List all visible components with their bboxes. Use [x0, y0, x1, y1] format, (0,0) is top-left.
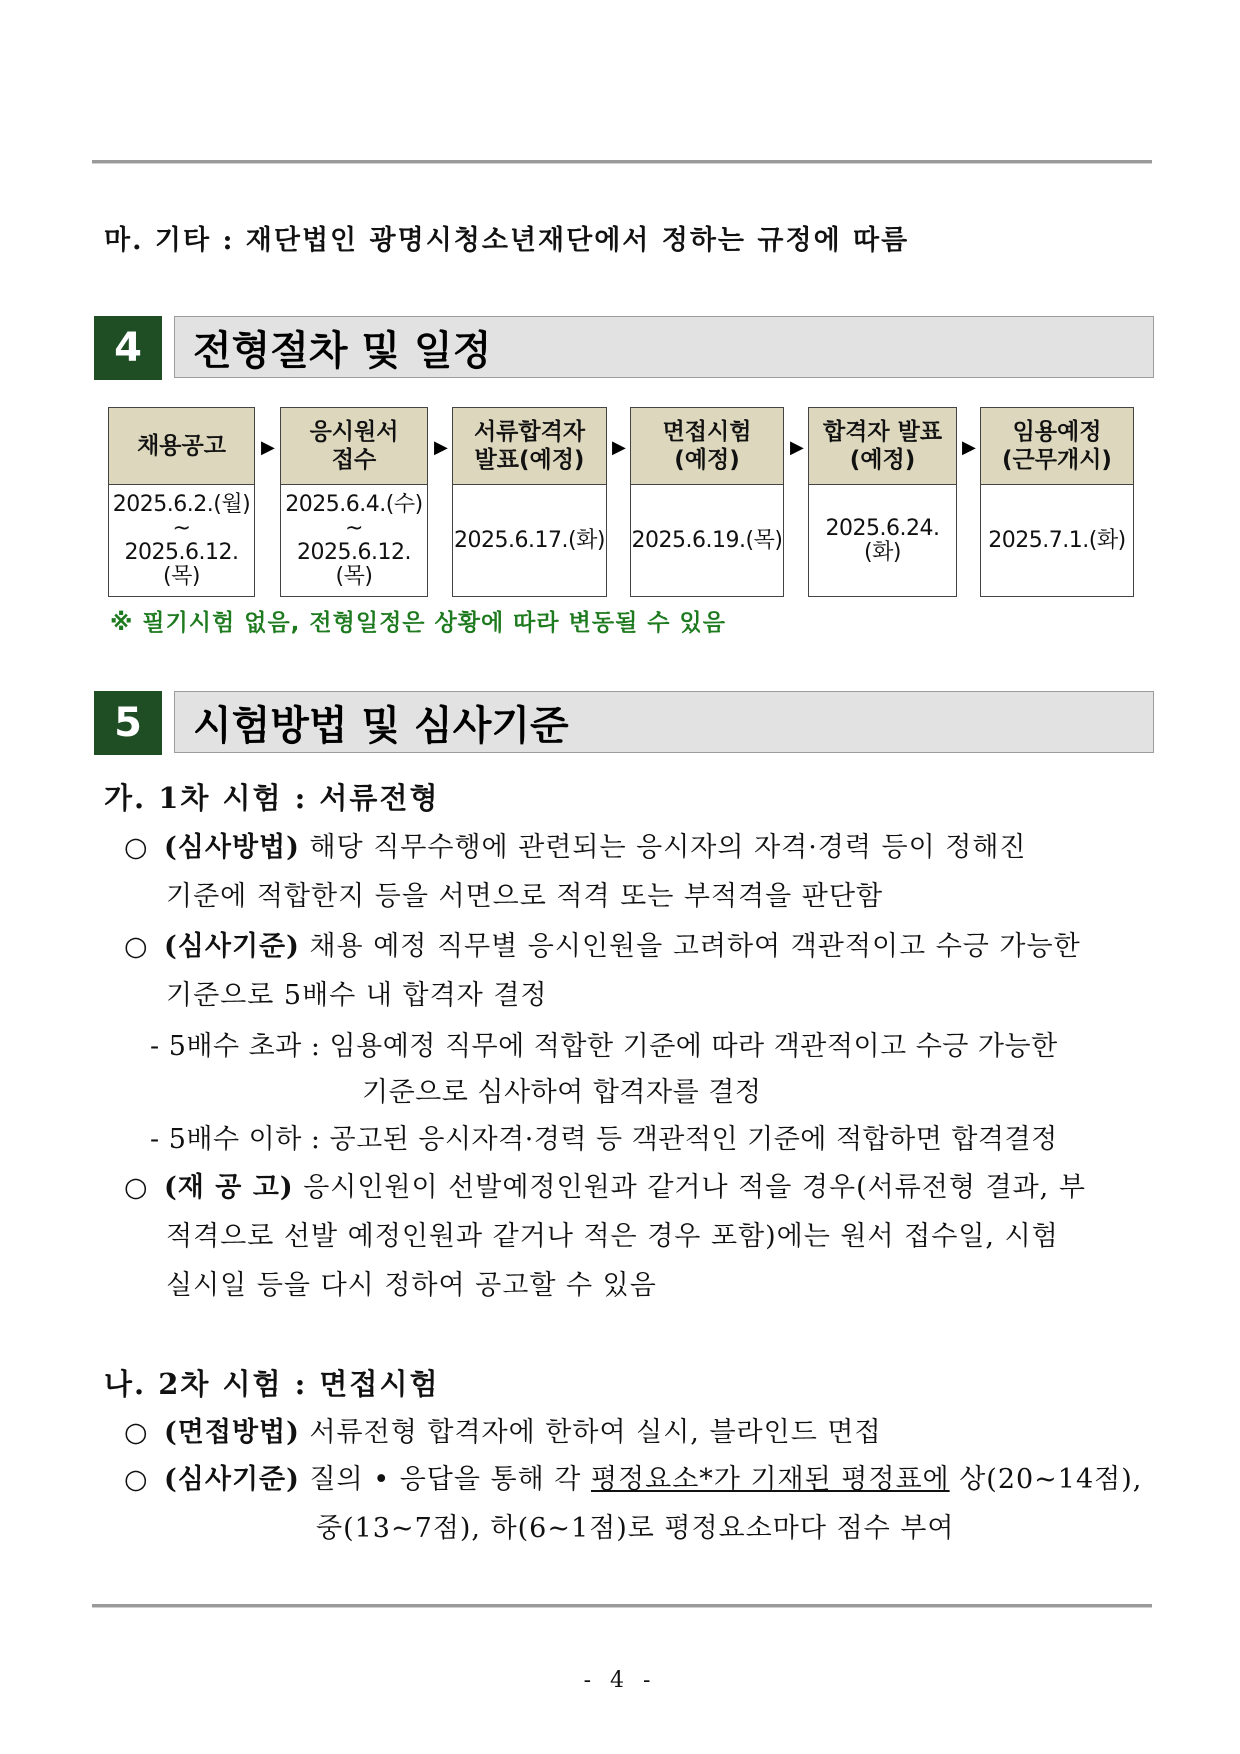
step-interview	[630, 407, 784, 597]
step-date: 2025.6.4.(수) ~ 2025.6.12.(목)	[285, 492, 423, 589]
bullet-circle: ○	[124, 1417, 149, 1448]
section-4-number: 4	[94, 316, 162, 380]
review-method-item	[124, 823, 1154, 921]
section-4-title: 전형절차 및 일정	[174, 316, 1154, 378]
review-criteria-item	[124, 922, 1154, 1020]
arrow-icon: ▶	[261, 437, 275, 458]
bullet-circle: ○	[124, 1464, 149, 1495]
item-text-cont: 기준으로 5배수 내 합격자 결정	[166, 980, 548, 1011]
item-text: 상(20~14점),	[949, 1464, 1143, 1495]
section-5-title: 시험방법 및 심사기준	[174, 691, 1154, 753]
item-label: (면접방법)	[164, 1417, 300, 1448]
interview-criteria-item	[124, 1455, 1154, 1553]
underlined-text: 평정요소*가 기재된 평정표에	[590, 1464, 950, 1495]
section-5-header	[94, 691, 1156, 755]
bullet-circle: ○	[124, 931, 149, 962]
rule-text-cont: 기준으로 심사하여 합격자를 결정	[362, 1077, 762, 1108]
arrow-icon: ▶	[790, 437, 804, 458]
subsection-na-title: 나. 2차 시험 : 면접시험	[104, 1367, 440, 1401]
arrow-icon: ▶	[962, 437, 976, 458]
subsection-ga-title: 가. 1차 시험 : 서류전형	[104, 781, 440, 815]
item-text: 서류전형 합격자에 한하여 실시, 블라인드 면접	[299, 1417, 882, 1448]
step-application	[280, 407, 428, 597]
interview-method-item	[124, 1408, 1154, 1457]
re-announcement-item	[124, 1163, 1154, 1310]
step-final-results	[808, 407, 957, 597]
step-label: 채용공고	[109, 408, 254, 485]
bullet-circle: ○	[124, 832, 149, 863]
item-label: (심사방법)	[164, 832, 300, 863]
item-label: (심사기준)	[164, 1464, 300, 1495]
arrow-icon: ▶	[434, 437, 448, 458]
section-5-number: 5	[94, 691, 162, 755]
item-label: (재 공 고)	[164, 1172, 294, 1203]
top-rule	[92, 160, 1152, 164]
item-text: 질의 • 응답을 통해 각	[299, 1464, 591, 1495]
over-five-times-rule	[150, 1024, 1160, 1116]
etc-line: 마. 기타 : 재단법인 광명시청소년재단에서 정하는 규정에 따름	[104, 225, 910, 256]
item-text-cont: 기준에 적합한지 등을 서면으로 적격 또는 부적격을 판단함	[166, 881, 884, 912]
bottom-rule	[92, 1604, 1152, 1608]
bullet-circle: ○	[124, 1172, 149, 1203]
arrow-icon: ▶	[612, 437, 626, 458]
step-label: 응시원서 접수	[281, 408, 427, 485]
item-text-cont: 실시일 등을 다시 정하여 공고할 수 있음	[166, 1270, 657, 1301]
item-label: (심사기준)	[164, 931, 300, 962]
page-number: - 4 -	[583, 1668, 657, 1693]
item-text: 응시인원이 선발예정인원과 같거나 적을 경우(서류전형 결과, 부	[293, 1172, 1086, 1203]
under-five-times-rule: - 5배수 이하 : 공고된 응시자격·경력 등 객관적인 기준에 적합하면 합격결정	[150, 1124, 1058, 1155]
rule-text: - 5배수 초과 : 임용예정 직무에 적합한 기준에 따라 객관적이고 수긍 가능한	[150, 1031, 1058, 1062]
item-text: 채용 예정 직무별 응시인원을 고려하여 객관적이고 수긍 가능한	[299, 931, 1081, 962]
step-label: 임용예정 (근무개시)	[981, 408, 1133, 485]
step-date: 2025.6.2.(월) ~ 2025.6.12.(목)	[112, 492, 251, 589]
step-date: 2025.6.19.(목)	[631, 528, 783, 553]
schedule-flow	[0, 407, 1240, 597]
step-date: 2025.7.1.(화)	[988, 528, 1126, 553]
step-appointment	[980, 407, 1134, 597]
section-4-header	[94, 316, 1156, 380]
item-text: 해당 직무수행에 관련되는 응시자의 자격·경력 등이 정해진	[299, 832, 1027, 863]
step-date: 2025.6.24.(화)	[825, 516, 940, 565]
step-document-results	[452, 407, 607, 597]
step-announcement	[108, 407, 255, 597]
item-text-cont: 적격으로 선발 예정인원과 같거나 적은 경우 포함)에는 원서 접수일, 시험	[166, 1221, 1059, 1252]
step-label: 합격자 발표 (예정)	[809, 408, 956, 485]
schedule-note: ※ 필기시험 없음, 전형일정은 상황에 따라 변동될 수 있음	[110, 610, 726, 636]
step-label: 면접시험 (예정)	[631, 408, 783, 485]
step-label: 서류합격자 발표(예정)	[453, 408, 606, 485]
step-date: 2025.6.17.(화)	[454, 528, 605, 553]
item-text-cont: 중(13~7점), 하(6~1점)로 평정요소마다 점수 부여	[316, 1513, 955, 1544]
